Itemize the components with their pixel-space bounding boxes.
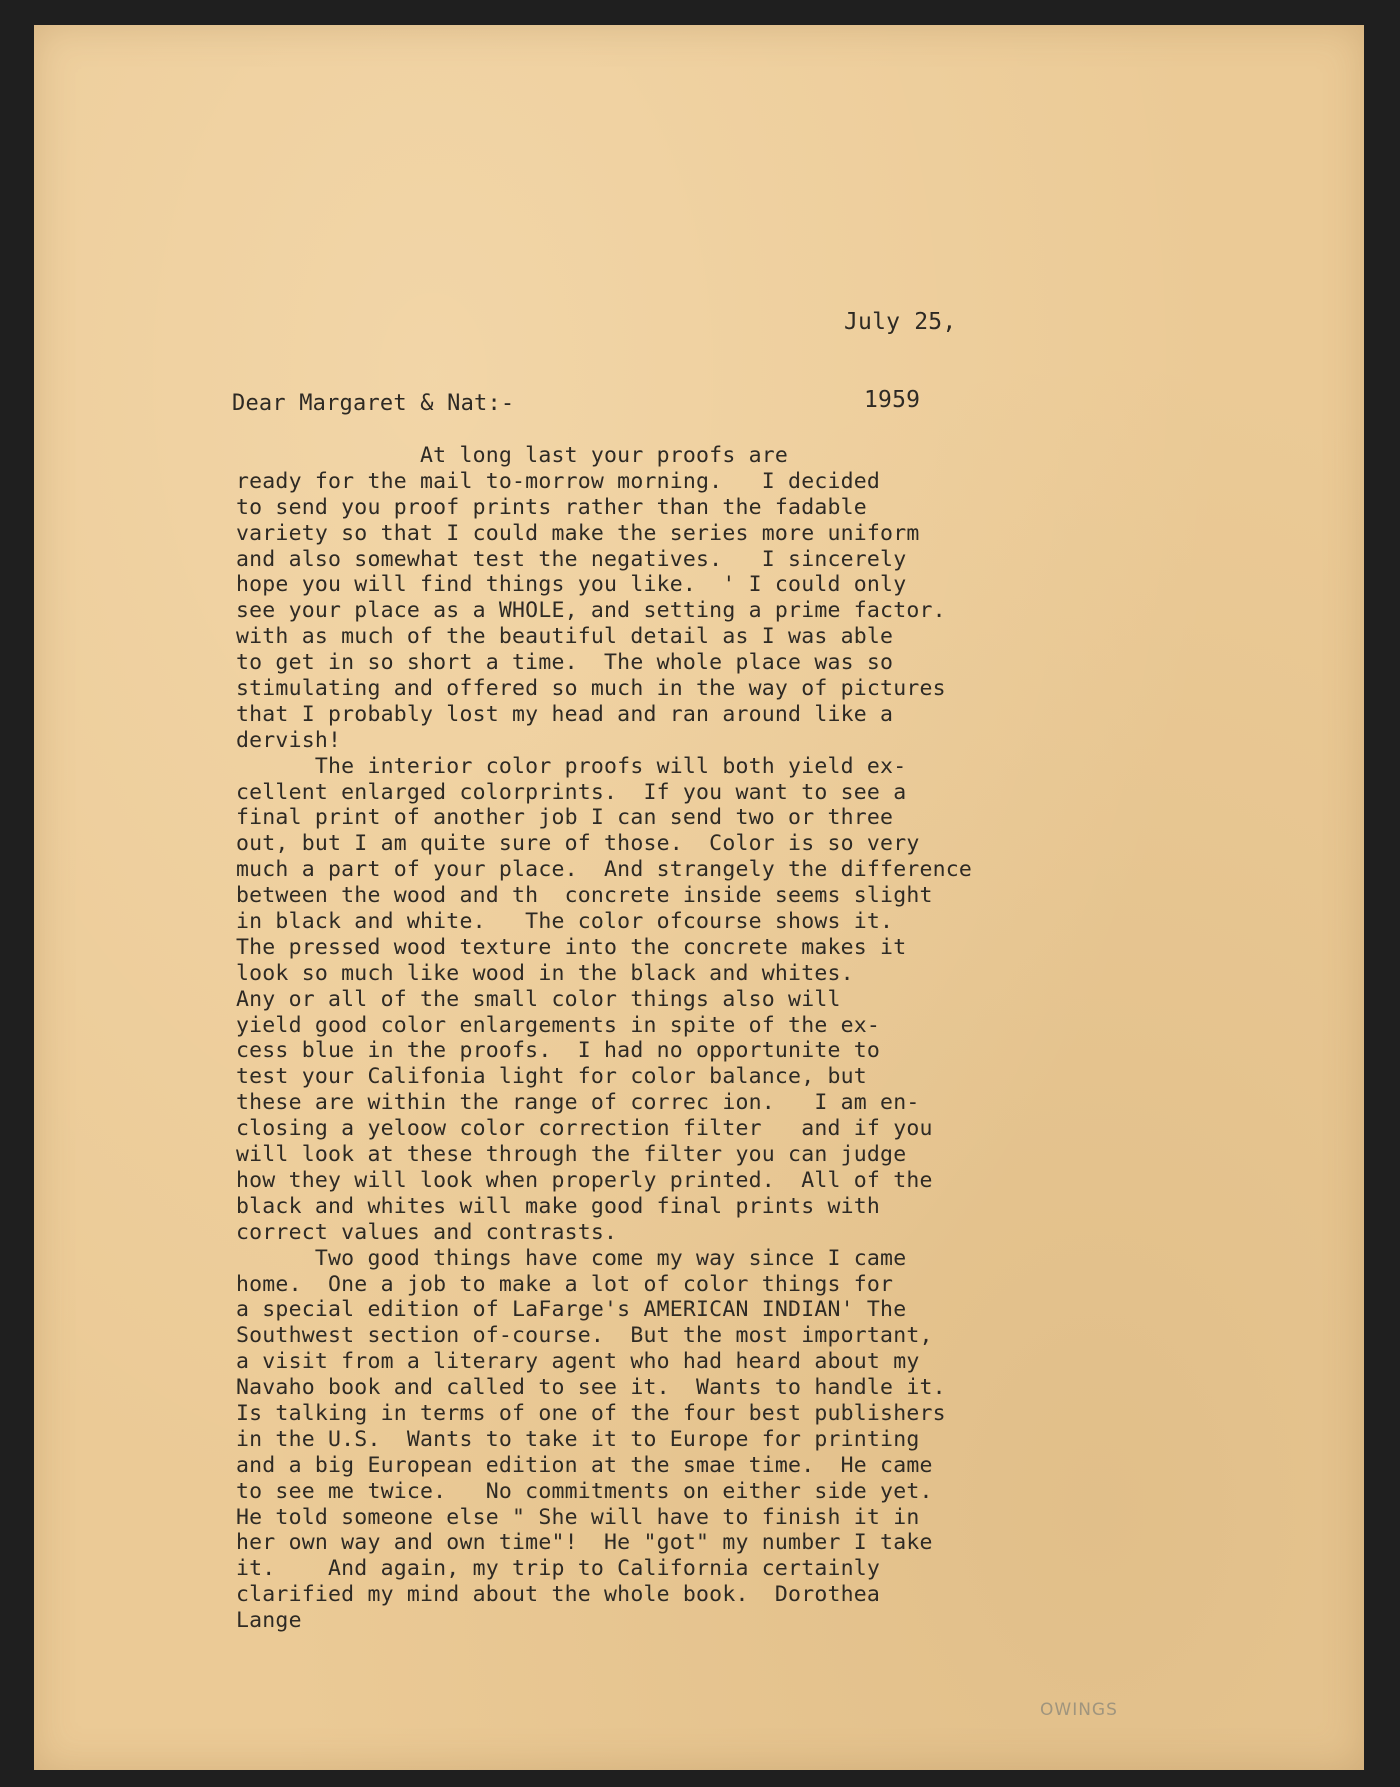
body-line: The pressed wood texture into the concrete makes it [236,934,907,960]
body-line: out, but I am quite sure of those. Color is so very [236,831,920,857]
archive-annotation: OWINGS [1040,1700,1118,1720]
body-line: much a part of your place. And strangely the difference [236,857,973,883]
body-line: stimulating and offered so much in the way of pictures [236,676,946,702]
body-line: home. One a job to make a lot of color things for [236,1271,894,1297]
body-line: Lange [236,1608,302,1634]
letter-page [34,25,1364,1770]
body-line: to see me twice. No commitments on either side yet. [236,1478,933,1504]
salutation: Dear Margaret & Nat:- [232,391,515,416]
date-line: July 25, [844,309,957,335]
body-line: final print of another job I can send two or three [236,805,894,831]
body-line: look so much like wood in the black and whites. [236,960,854,986]
body-line: to get in so short a time. The whole place was so [236,650,894,676]
body-line: cellent enlarged colorprints. If you want to see a [236,779,907,805]
body-line: to send you proof prints rather than the fadable [236,494,867,520]
body-line: variety so that I could make the series more uniform [236,520,920,546]
body-line: clarified my mind about the whole book. Dorothea [236,1582,881,1608]
date-year: 1959 [864,387,921,413]
body-line: in the U.S. Wants to take it to Europe for printing [236,1426,920,1452]
body-line: will look at these through the filter you can judge [236,1142,907,1168]
body-line: Two good things have come my way since I came [236,1245,907,1271]
body-line: a visit from a literary agent who had heard about my [236,1349,920,1375]
body-line: black and whites will make good final prints with [236,1193,881,1219]
body-line: test your Califonia light for color balance, but [236,1064,867,1090]
body-line: dervish! [236,727,342,753]
body-line: that I probably lost my head and ran around like a [236,701,894,727]
letter-body [236,443,972,1634]
body-line: these are within the range of correc ion. I am en- [236,1090,920,1116]
body-line: Navaho book and called to see it. Wants to handle it. [236,1375,946,1401]
body-line: Any or all of the small color things also will [236,986,841,1012]
body-line: The interior color proofs will both yield ex- [236,753,907,779]
body-line: Southwest section of-course. But the most important, [236,1323,933,1349]
body-line: see your place as a WHOLE, and setting a prime factor. [236,598,946,624]
body-line: Is talking in terms of one of the four best publishers [236,1400,946,1426]
body-line: He told someone else " She will have to finish it in [236,1504,920,1530]
body-line: a special edition of LaFarge's AMERICAN INDIAN' The [236,1297,907,1323]
body-line: it. And again, my trip to California certainly [236,1556,881,1582]
body-line: in black and white. The color ofcourse shows it. [236,909,894,935]
body-line: At long last your proofs are [236,443,789,468]
body-line: correct values and contrasts. [236,1219,618,1245]
body-line: cess blue in the proofs. I had no opportunite to [236,1038,881,1064]
body-line: between the wood and th concrete inside seems slight [236,883,933,909]
body-line: closing a yeloow color correction filter and if you [236,1116,933,1142]
body-line: hope you will find things you like. ' I could only [236,572,907,598]
body-line: and also somewhat test the negatives. I sincerely [236,546,907,572]
letter-date [844,257,956,465]
body-line: yield good color enlargements in spite of the ex- [236,1012,881,1038]
body-line: ready for the mail to-morrow morning. I decided [236,468,881,494]
body-line: with as much of the beautiful detail as I was able [236,624,894,650]
body-line: and a big European edition at the smae time. He came [236,1452,933,1478]
body-line: how they will look when properly printed. All of the [236,1167,933,1193]
body-line: her own way and own time"! He "got" my number I take [236,1530,933,1556]
